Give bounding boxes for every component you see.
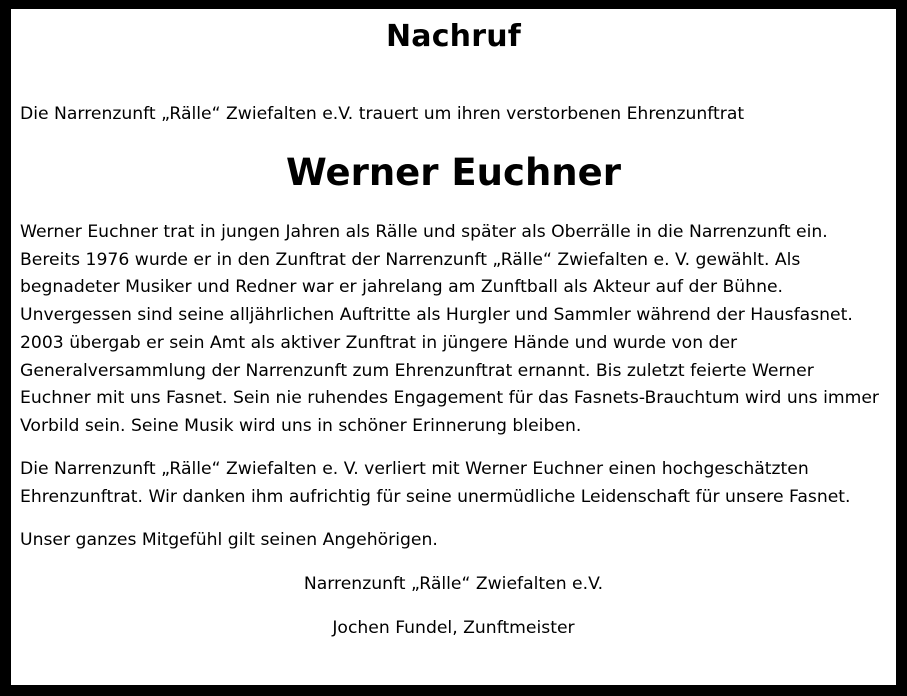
biography-paragraph: Werner Euchner trat in jungen Jahren als Rälle und später als Oberrälle in die Narrenzunft ein. Bereits 1976 wurde er in den Zunftrat der Narrenzunft „Rälle“ Zwiefalten e. V. gewählt. Als begnadeter Musiker und Redner war er jahrelang am Zunftball als Akteur auf der Bühne. Unvergessen sind seine alljährlichen Auftritte als Hurgler und Sammler während der Hausfasnet. 2003 übergab er sein Amt als aktiver Zunftrat in jüngere Hände und wurde von der Generalversammlung der Narrenzunft zum Ehrenzunftrat ernannt. Bis zuletzt feierte Werner Euchner mit uns Fasnet. Sein nie ruhendes Engagement für das Fasnets-Brauchtum wird uns immer Vorbild sein. Seine Musik wird uns in schöner Erinnerung bleiben. bbox=[20, 222, 880, 436]
condolence-paragraph: Unser ganzes Mitgefühl gilt seinen Angehörigen. bbox=[20, 530, 438, 550]
intro-line: Die Narrenzunft „Rälle“ Zwiefalten e.V. trauert um ihren verstorbenen Ehrenzunftrat bbox=[20, 104, 745, 124]
notice-heading: Nachruf bbox=[385, 19, 522, 54]
obituary-notice bbox=[11, 9, 896, 685]
signer-name: Jochen Fundel, Zunftmeister bbox=[332, 618, 575, 638]
association-signature: Narrenzunft „Rälle“ Zwiefalten e.V. bbox=[303, 574, 604, 594]
tribute-paragraph: Die Narrenzunft „Rälle“ Zwiefalten e. V. verliert mit Werner Euchner einen hochgeschätzten Ehrenzunftrat. Wir danken ihm aufrichtig für seine unermüdliche Leidenschaft für unsere Fasnet. bbox=[20, 459, 851, 507]
deceased-name: Werner Euchner bbox=[286, 151, 621, 194]
